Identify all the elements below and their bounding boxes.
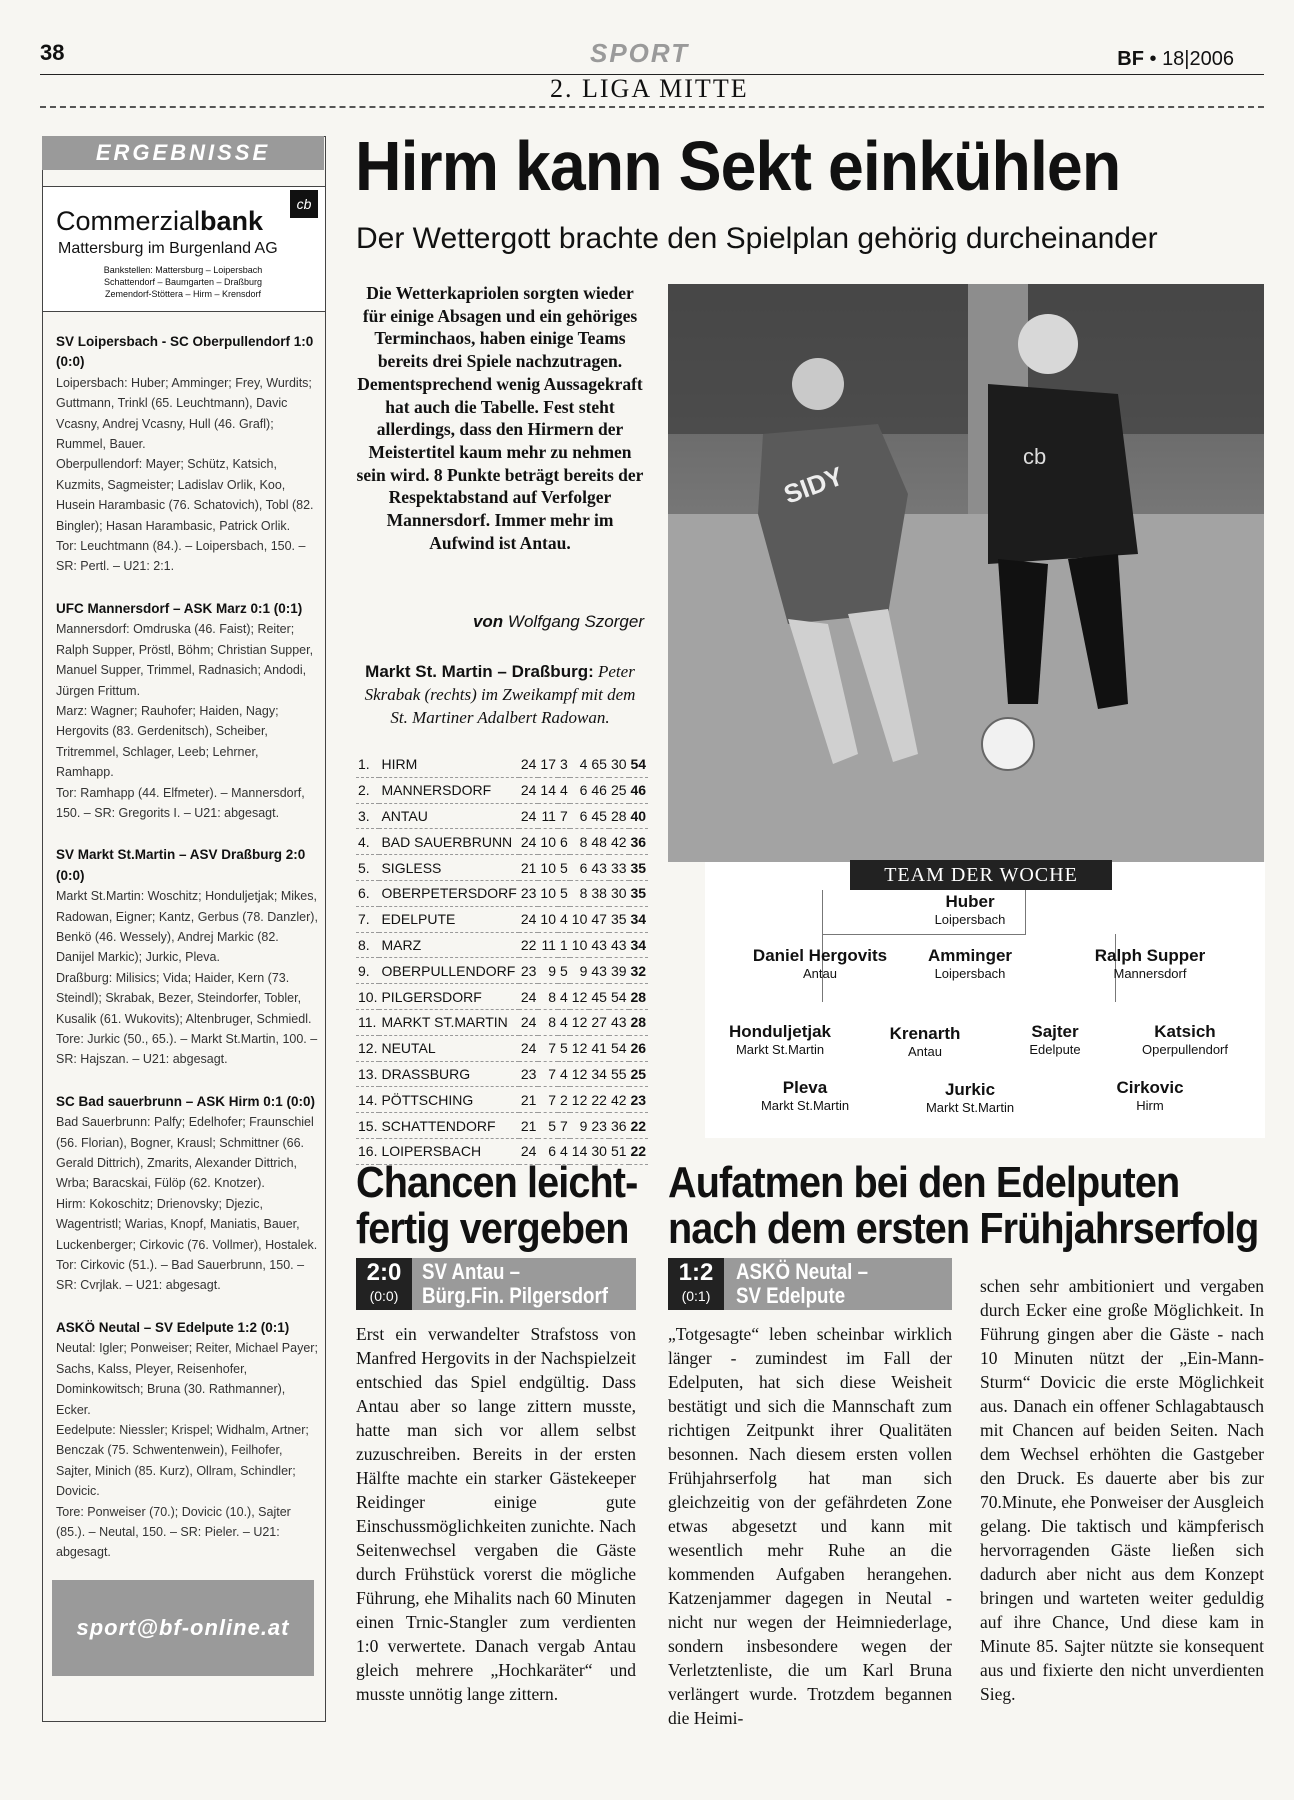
match-photo xyxy=(668,284,1264,862)
player-card xyxy=(1055,946,1245,981)
table-cell: 23 xyxy=(589,1113,609,1139)
result-detail: Tor: Ramhapp (44. Elfmeter). – Mannersdorf, 150. – SR: Gregorits I. – U21: abgesagt. xyxy=(56,785,305,820)
table-cell: 43 xyxy=(609,932,629,958)
article3-body-col2: schen sehr ambitioniert und vergaben durch Ecker eine große Möglichkeit. In Führung gingen aber die Gäste - nach 10 Minuten nützt der „Ein-Mann-Sturm“ Dovicic die erste Möglichkeit aus. Danach ein offener Schlagabtausch mit Chancen auf beiden Seiten. Nach dem Wechsel erhöhten die Gastgeber den Druck. Es dauerte aber bis zur 70.Minute, ehe Ponweiser der Ausgleich gelang. Die taktisch und kämpferisch hervorragenden Gäste ließen sich dadurch aber nicht aus dem Konzept bringen und warteten weiter geduldig auf ihre Chance, Und diese kam in Minute 85. Sajter nützte sie konsequent aus und fixierte den nicht unverdienten Sieg. xyxy=(980,1276,1264,1704)
table-cell: 7 xyxy=(558,803,570,829)
table-cell: 54 xyxy=(609,984,629,1010)
player-club: Mannersdorf xyxy=(1113,966,1187,981)
table-points: 46 xyxy=(629,777,649,803)
table-row xyxy=(356,1061,648,1087)
result-detail: Tor: Leuchtmann (84.). – Loipersbach, 150. – SR: Pertl. – U21: 2:1. xyxy=(56,539,306,574)
table-cell: 4. xyxy=(356,829,379,855)
table-cell: 30 xyxy=(609,752,629,777)
player-card xyxy=(880,1080,1060,1115)
table-cell: 24 xyxy=(519,1009,539,1035)
result-spacer xyxy=(56,577,318,599)
table-cell: 43 xyxy=(589,932,609,958)
table-cell: 24 xyxy=(519,829,539,855)
table-cell: 24 xyxy=(519,1035,539,1061)
table-points: 32 xyxy=(629,958,649,984)
table-cell: 8. xyxy=(356,932,379,958)
table-cell: 23 xyxy=(519,958,539,984)
table-cell: 8 xyxy=(570,829,590,855)
table-cell: 4 xyxy=(558,984,570,1010)
player-name: Jurkic xyxy=(944,1080,996,1099)
table-cell: 9 xyxy=(538,958,558,984)
table-cell: 10 xyxy=(538,855,558,881)
table-team: HIRM xyxy=(379,752,518,777)
table-cell: 43 xyxy=(609,1009,629,1035)
player-club: Markt St.Martin xyxy=(925,1100,1015,1115)
table-cell: 11 xyxy=(538,932,558,958)
result-detail: Marz: Wagner; Rauhofer; Haiden, Nagy; Hergovits (83. Gerdenitsch), Scheiber, Tritremmel, Schlager, Leeb; Lehrner, Ramhapp. xyxy=(56,703,279,780)
table-cell: 12 xyxy=(570,1061,590,1087)
article2-halftime: (0:0) xyxy=(369,1288,399,1304)
table-cell: 24 xyxy=(519,1138,539,1164)
sponsor-name xyxy=(56,206,263,237)
table-cell: 12. xyxy=(356,1035,379,1061)
table-cell: 14. xyxy=(356,1087,379,1113)
article3-score: 1:2 xyxy=(678,1259,714,1286)
result-detail: Eedelpute: Niessler; Krispel; Widhalm, Artner; Benczak (75. Schwentenwein), Feilhofer, Sajter, Minich (85. Kurz), Ollram, Schindler; Dovicic. xyxy=(56,1422,309,1499)
caption-lead: Markt St. Martin – Draßburg: xyxy=(365,662,594,681)
result-spacer xyxy=(56,823,318,845)
table-cell: 45 xyxy=(589,803,609,829)
player-name: Pleva xyxy=(782,1078,828,1097)
issue-info: BF • 18|2006 xyxy=(1117,48,1234,70)
table-cell: 9. xyxy=(356,958,379,984)
table-cell: 7 xyxy=(538,1087,558,1113)
table-cell: 1. xyxy=(356,752,379,777)
table-cell: 7 xyxy=(538,1035,558,1061)
table-cell: 9 xyxy=(570,958,590,984)
table-cell: 8 xyxy=(538,1009,558,1035)
result-title: SV Markt St.Martin – ASV Draßburg 2:0 (0:0) xyxy=(56,847,306,883)
sponsor-branches-line: Schattendorf – Baumgarten – Draßburg xyxy=(103,277,263,287)
caption-text: Peter Skrabak (rechts) im Zweikampf mit dem St. Martiner Adalbert Radowan. xyxy=(364,662,636,727)
table-cell: 10 xyxy=(538,880,558,906)
table-team: LOIPERSBACH xyxy=(379,1138,518,1164)
author-prefix: von xyxy=(472,612,504,631)
player-club: Edelpute xyxy=(1029,1042,1081,1057)
player-club: Loipersbach xyxy=(934,912,1006,927)
result-spacer xyxy=(56,1296,318,1318)
table-team: BAD SAUERBRUNN xyxy=(379,829,518,855)
result-title: UFC Mannersdorf – ASK Marz 0:1 (0:1) xyxy=(56,600,303,616)
table-row xyxy=(356,1113,648,1139)
main-subhead: Der Wettergott brachte den Spielplan gehörig durcheinander xyxy=(356,222,1158,255)
table-cell: 5 xyxy=(538,1113,558,1139)
table-cell: 55 xyxy=(609,1061,629,1087)
result-title: ASKÖ Neutal – SV Edelpute 1:2 (0:1) xyxy=(56,1319,290,1335)
player-card xyxy=(880,946,1060,981)
table-cell: 43 xyxy=(589,958,609,984)
svg-text:cb: cb xyxy=(1023,444,1047,469)
sponsor-branches-line: Zemendorf-Stöttera – Hirm – Krensdorf xyxy=(104,289,262,299)
table-row xyxy=(356,1009,648,1035)
player-club: Loipersbach xyxy=(934,966,1006,981)
result-detail: Tore: Jurkic (50., 65.). – Markt St.Martin, 100. – SR: Hajszan. – U21: abgesagt. xyxy=(56,1032,318,1067)
table-cell: 10 xyxy=(570,906,590,932)
photo-caption xyxy=(356,660,644,729)
table-cell: 22 xyxy=(519,932,539,958)
table-row xyxy=(356,984,648,1010)
section-label: SPORT xyxy=(590,38,690,68)
table-cell: 5. xyxy=(356,855,379,881)
table-cell: 12 xyxy=(570,1009,590,1035)
table-cell: 30 xyxy=(609,880,629,906)
article3-team: SV Edelpute xyxy=(736,1283,846,1308)
result-detail: Oberpullendorf: Mayer; Schütz, Katsich, Kuzmits, Sagmeister; Ladislav Orlik, Koo, Husein Harambasic (76. Schatovich), Tobl (82. Bingler); Hasan Harambasic, Patrick Orlik. xyxy=(56,457,314,533)
article2-score-box xyxy=(356,1258,412,1310)
sponsor-subtitle: Mattersburg im Burgenland AG xyxy=(58,240,278,257)
table-cell: 13. xyxy=(356,1061,379,1087)
svg-text:SIDY: SIDY xyxy=(779,460,848,510)
table-cell: 4 xyxy=(558,777,570,803)
sponsor-name-a: Commerzial xyxy=(56,206,201,236)
result-detail: Loipersbach: Huber; Amminger; Frey, Wurdits; Guttmann, Trinkl (65. Leuchtmann), Davic Vcasny, Andrej Vcasny, Hull (46. Grafl); Rummel, Bauer. xyxy=(56,375,312,452)
table-cell: 54 xyxy=(609,1035,629,1061)
article2-body: Erst ein verwandelter Strafstoss von Manfred Hergovits in der Nachspielzeit entschied das Spiel endgültig. Dass Antau aber so lange zittern musste, hatte man sich vor allem selbst zuzuschreiben. Bereits in der ersten Hälfte machte ein starker Gästekeeper Reidinger einige gute Einschussmöglichkeiten zunichte. Nach Seitenwechsel vergaben die Gäste durch Frühstück vorerst die mögliche Führung, ehe Mihalits nach 60 Minuten einen Trnic-Stangler zum verdienten 1:0 verwertete. Danach vergab Antau gleich mehrere „Hochkaräter“ und musste unnötig lange zittern. xyxy=(356,1324,636,1704)
article3-score-box xyxy=(668,1258,724,1310)
table-cell: 3. xyxy=(356,803,379,829)
table-cell: 28 xyxy=(609,803,629,829)
table-cell: 12 xyxy=(570,1087,590,1113)
table-cell: 10 xyxy=(538,829,558,855)
table-cell: 6 xyxy=(558,829,570,855)
article3-team: ASKÖ Neutal – xyxy=(736,1259,868,1284)
table-cell: 4 xyxy=(558,1138,570,1164)
article3-headline-line: nach dem ersten Frühjahrserfolg xyxy=(668,1204,1259,1253)
main-headline: Hirm kann Sekt einkühlen xyxy=(355,127,1121,205)
table-cell: 42 xyxy=(609,829,629,855)
table-cell: 7 xyxy=(538,1061,558,1087)
table-row xyxy=(356,880,648,906)
table-cell: 11. xyxy=(356,1009,379,1035)
table-cell: 7 xyxy=(558,1113,570,1139)
table-team: MANNERSDORF xyxy=(379,777,518,803)
table-cell: 6 xyxy=(538,1138,558,1164)
article-intro: Die Wetterkapriolen sorgten wieder für einige Absagen und ein gehöriges Terminchaos, haben einige Teams bereits drei Spiele nachzutragen. Dementsprechend wenig Aussagekraft hat auch die Tabelle. Fest steht allerdings, dass den Hirmern der Meistertitel kaum mehr zu nehmen sein wird. 8 Punkte beträgt bereits der Respektabstand auf Verfolger Mannersdorf. Immer mehr im Aufwind ist Antau. xyxy=(356,283,644,553)
table-points: 34 xyxy=(629,906,649,932)
player-name: Honduljetjak xyxy=(728,1022,831,1041)
sponsor-branches-line: Bankstellen: Mattersburg – Loipersbach xyxy=(103,265,263,275)
table-cell: 10. xyxy=(356,984,379,1010)
player-name: Ralph Supper xyxy=(1094,946,1206,965)
result-title: SC Bad sauerbrunn – ASK Hirm 0:1 (0:0) xyxy=(56,1093,316,1109)
table-cell: 11 xyxy=(538,803,558,829)
table-points: 35 xyxy=(629,855,649,881)
table-cell: 12 xyxy=(570,1035,590,1061)
sponsor-branches xyxy=(50,264,316,300)
table-team: MARZ xyxy=(379,932,518,958)
table-points: 34 xyxy=(629,932,649,958)
table-cell: 14 xyxy=(538,777,558,803)
table-cell: 4 xyxy=(558,906,570,932)
issue-number: 18|2006 xyxy=(1162,48,1234,70)
table-points: 40 xyxy=(629,803,649,829)
table-cell: 15. xyxy=(356,1113,379,1139)
table-cell: 6 xyxy=(570,777,590,803)
table-cell: 4 xyxy=(558,1061,570,1087)
table-cell: 14 xyxy=(570,1138,590,1164)
table-cell: 41 xyxy=(589,1035,609,1061)
table-cell: 23 xyxy=(519,880,539,906)
article2-headline-line: fertig vergeben xyxy=(356,1204,629,1253)
table-points: 22 xyxy=(629,1138,649,1164)
article3-body-col1: „Totgesagte“ leben scheinbar wirklich länger - zumindest im Fall der Edelputen, hat sich diese Weisheit bestätigt und sich die Mannschaft zum richtigen Zeitpunkt ihrer Qualitäten besonnen. Nach diesem ersten vollen Frühjahrserfolg hat man sich gleichzeitig von der gefährdeten Zone etwas abgesetzt und kann mit wesentlich mehr Ruhe an die kommenden Aufgaben herangehen. Katzenjammer dagegen in Neutal - nicht nur wegen der Heimniederlage, sondern insbesondere wegen der Verletztenliste, die um Karl Bruna verlängert wurde. Trotzdem begannen die Heimi- xyxy=(668,1324,952,1728)
author-line xyxy=(356,612,644,632)
table-cell: 48 xyxy=(589,829,609,855)
player-name: Krenarth xyxy=(889,1024,961,1043)
brand: BF xyxy=(1117,48,1144,70)
table-cell: 42 xyxy=(609,1087,629,1113)
table-cell: 16. xyxy=(356,1138,379,1164)
table-cell: 47 xyxy=(589,906,609,932)
table-cell: 46 xyxy=(589,777,609,803)
table-row xyxy=(356,829,648,855)
table-team: SCHATTENDORF xyxy=(379,1113,518,1139)
table-points: 36 xyxy=(629,829,649,855)
table-cell: 6 xyxy=(570,855,590,881)
table-cell: 33 xyxy=(609,855,629,881)
article2-score: 2:0 xyxy=(366,1259,402,1286)
table-team: PÖTTSCHING xyxy=(379,1087,518,1113)
player-card xyxy=(720,1078,890,1113)
table-cell: 2. xyxy=(356,777,379,803)
player-name: Cirkovic xyxy=(1116,1078,1184,1097)
table-cell: 24 xyxy=(519,752,539,777)
table-cell: 9 xyxy=(570,1113,590,1139)
table-cell: 24 xyxy=(519,777,539,803)
table-row xyxy=(356,777,648,803)
table-points: 26 xyxy=(629,1035,649,1061)
player-club: Hirm xyxy=(1136,1098,1164,1113)
table-points: 25 xyxy=(629,1061,649,1087)
player-club: Antau xyxy=(908,1044,942,1059)
result-detail: Tore: Ponweiser (70.); Dovicic (10.), Sajter (85.). – Neutal, 150. – SR: Pieler. – U21: abgesagt. xyxy=(56,1504,291,1560)
table-cell: 36 xyxy=(609,1113,629,1139)
table-points: 28 xyxy=(629,984,649,1010)
result-detail: Bad Sauerbrunn: Palfy; Edelhofer; Fraunschiel (56. Florian), Bogner, Krausl; Schmittner (66. Gerald Dittrich), Zmarits, Alexander Dittrich, Wrba; Baracskai, Fülöp (62. Knotzer). xyxy=(56,1115,314,1191)
article3-teams xyxy=(736,1260,868,1308)
article2-headline-line: Chancen leicht- xyxy=(356,1158,638,1207)
table-row xyxy=(356,1035,648,1061)
table-row xyxy=(356,803,648,829)
result-detail: Hirm: Kokoschitz; Drienovsky; Djezic, Wagentristl; Warias, Knopf, Maniatis, Bauer, Luckenberger; Cirkovic (76. Vollmer), Hostalek. xyxy=(56,1196,318,1252)
sponsor-logo-icon: cb xyxy=(290,190,318,218)
table-cell: 6. xyxy=(356,880,379,906)
article2-team: SV Antau – xyxy=(422,1259,521,1284)
table-team: OBERPULLENDORF xyxy=(379,958,518,984)
table-cell: 10 xyxy=(570,932,590,958)
player-name: Daniel Hergovits xyxy=(752,946,888,965)
table-cell: 5 xyxy=(558,855,570,881)
table-team: NEUTAL xyxy=(379,1035,518,1061)
table-team: OBERPETERSDORF xyxy=(379,880,518,906)
player-club: Markt St.Martin xyxy=(735,1042,825,1057)
player-card xyxy=(850,1024,1000,1059)
table-cell: 5 xyxy=(558,1035,570,1061)
player-club: Antau xyxy=(803,966,837,981)
article2-teams xyxy=(422,1260,608,1308)
table-cell: 24 xyxy=(519,906,539,932)
result-detail: Neutal: Igler; Ponweiser; Reiter, Michael Payer; Sachs, Kalss, Pleyer, Reisenhofer, Dominkowitsch; Bruna (30. Rathmanner), Ecker. xyxy=(56,1341,318,1417)
table-cell: 30 xyxy=(589,1138,609,1164)
table-team: DRASSBURG xyxy=(379,1061,518,1087)
table-team: PILGERSDORF xyxy=(379,984,518,1010)
table-cell: 21 xyxy=(519,1087,539,1113)
table-cell: 22 xyxy=(589,1087,609,1113)
player-card xyxy=(985,1022,1125,1057)
article3-halftime: (0:1) xyxy=(681,1288,711,1304)
player-name: Amminger xyxy=(927,946,1013,965)
table-team: MARKT ST.MARTIN xyxy=(379,1009,518,1035)
player-club: Operpullendorf xyxy=(1142,1042,1228,1057)
league-label: 2. LIGA MITTE xyxy=(550,74,749,103)
table-row xyxy=(356,958,648,984)
result-detail: Draßburg: Milisics; Vida; Haider, Kern (73. Steindl); Skrabak, Bezer, Steindorfer, Tobler, Kusalik (61. Wukovits); Altenbruger, Schmiedl. xyxy=(56,970,312,1026)
player-name: Sajter xyxy=(1031,1022,1079,1041)
contact-email[interactable]: sport@bf-online.at xyxy=(52,1580,314,1676)
article3-headline xyxy=(668,1160,1258,1252)
table-row xyxy=(356,752,648,777)
table-cell: 2 xyxy=(558,1087,570,1113)
table-row xyxy=(356,906,648,932)
table-row xyxy=(356,1087,648,1113)
player-card xyxy=(1110,1022,1260,1057)
table-cell: 43 xyxy=(589,855,609,881)
results-title: ERGEBNISSE xyxy=(42,136,324,170)
table-cell: 51 xyxy=(609,1138,629,1164)
table-cell: 24 xyxy=(519,984,539,1010)
table-cell: 17 xyxy=(538,752,558,777)
table-cell: 8 xyxy=(570,880,590,906)
article2-team: Bürg.Fin. Pilgersdorf xyxy=(422,1283,608,1308)
player-club: Markt St.Martin xyxy=(760,1098,850,1113)
table-cell: 6 xyxy=(570,803,590,829)
result-title: SV Loipersbach - SC Oberpullendorf 1:0 (0:0) xyxy=(56,334,314,370)
result-detail: Markt St.Martin: Woschitz; Honduljetjak; Mikes, Radowan, Eigner; Kantz, Gerbus (78. Danzler), Benkö (46. Wessely), Andrej Markic (82. Danijel Markic); Jurkic, Pleva. xyxy=(56,889,318,965)
author-name: Wolfgang Szorger xyxy=(507,612,644,631)
result-detail: Tor: Cirkovic (51.). – Bad Sauerbrunn, 150. – SR: Cvrjlak. – U21: abgesagt. xyxy=(56,1258,305,1293)
results-list xyxy=(56,332,318,1563)
table-cell: 35 xyxy=(609,906,629,932)
page-number: 38 xyxy=(40,40,65,65)
table-team: SIGLESS xyxy=(379,855,518,881)
table-points: 23 xyxy=(629,1087,649,1113)
table-cell: 5 xyxy=(558,880,570,906)
result-detail: Mannersdorf: Omdruska (46. Faist); Reiter; Ralph Supper, Pröstl, Böhm; Christian Supper, Manuel Supper, Trimmel, Radnasich; Andodi, Jürgen Frittum. xyxy=(56,622,314,698)
table-cell: 12 xyxy=(570,984,590,1010)
player-card xyxy=(690,1022,870,1057)
table-cell: 25 xyxy=(609,777,629,803)
player-name: Katsich xyxy=(1154,1022,1216,1041)
table-cell: 27 xyxy=(589,1009,609,1035)
table-cell: 3 xyxy=(558,752,570,777)
table-cell: 21 xyxy=(519,1113,539,1139)
result-spacer xyxy=(56,1070,318,1092)
table-cell: 4 xyxy=(558,1009,570,1035)
table-points: 22 xyxy=(629,1113,649,1139)
table-cell: 10 xyxy=(538,906,558,932)
table-cell: 39 xyxy=(609,958,629,984)
table-cell: 5 xyxy=(558,958,570,984)
sponsor-name-b: bank xyxy=(200,206,264,236)
article3-headline-line: Aufatmen bei den Edelputen xyxy=(668,1158,1180,1207)
player-card xyxy=(880,892,1060,927)
table-cell: 1 xyxy=(558,932,570,958)
league-table xyxy=(356,752,648,1165)
table-points: 35 xyxy=(629,880,649,906)
table-team: ANTAU xyxy=(379,803,518,829)
table-cell: 4 xyxy=(570,752,590,777)
player-card xyxy=(1060,1078,1240,1113)
table-cell: 24 xyxy=(519,803,539,829)
table-points: 28 xyxy=(629,1009,649,1035)
table-team: EDELPUTE xyxy=(379,906,518,932)
header-dashed-divider xyxy=(40,106,1264,108)
table-cell: 21 xyxy=(519,855,539,881)
table-cell: 34 xyxy=(589,1061,609,1087)
article2-headline xyxy=(356,1160,637,1252)
table-cell: 38 xyxy=(589,880,609,906)
table-cell: 65 xyxy=(589,752,609,777)
table-row xyxy=(356,932,648,958)
table-cell: 8 xyxy=(538,984,558,1010)
table-cell: 7. xyxy=(356,906,379,932)
player-name: Huber xyxy=(945,892,995,911)
table-cell: 45 xyxy=(589,984,609,1010)
table-points: 54 xyxy=(629,752,649,777)
team-of-week-title: TEAM DER WOCHE xyxy=(850,860,1112,890)
table-row xyxy=(356,855,648,881)
table-cell: 23 xyxy=(519,1061,539,1087)
